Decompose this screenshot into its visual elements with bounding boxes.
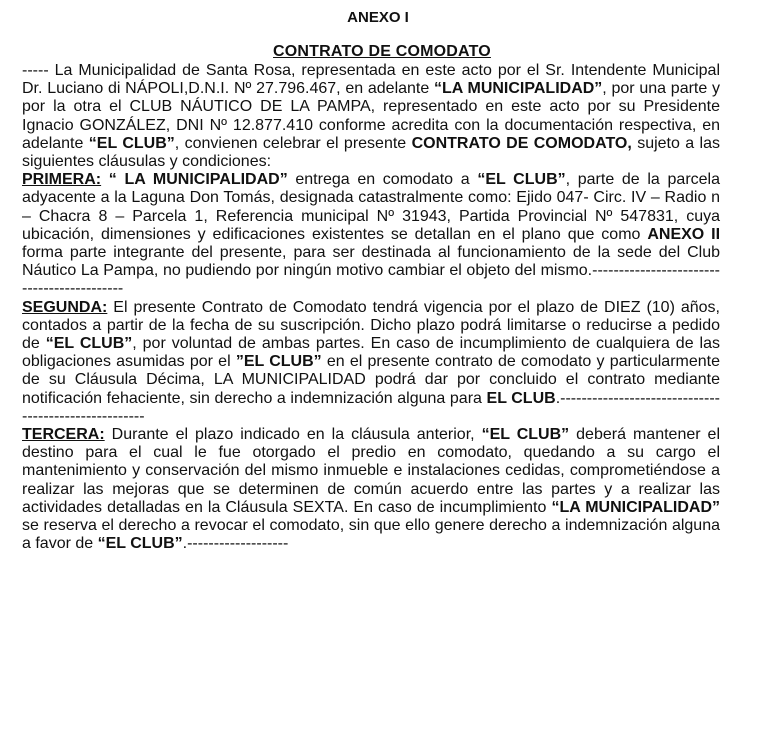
tercera-text-3: se reserva el derecho a revocar el comodato, sin que ello genere derecho a indemnización alguna a favor de: [22, 517, 720, 553]
clause-primera: [22, 171, 720, 298]
annex-title: ANEXO I: [347, 9, 409, 26]
tercera-bold-club-2: “EL CLUB”: [97, 535, 183, 553]
clause-tercera-heading: TERCERA:: [22, 426, 105, 444]
primera-text-2: , parte de la parcela adyacente a la Laguna Don Tomás, designada catastralmente como: Ejido 047- Circ. IV – Radio n – Chacra 8 – Parcela 1, Referencia municipal Nº 31943, Partida Provincial Nº 547831, cuya ubicación, dimensiones y edificaciones existentes se detallan en el plano que como: [22, 171, 720, 243]
clause-segunda: [22, 299, 720, 426]
tercera-bold-municipalidad: “LA MUNICIPALIDAD”: [551, 498, 721, 516]
segunda-bold-club-1: “EL CLUB”: [45, 335, 133, 353]
clause-tercera: [22, 426, 720, 553]
segunda-text-4: .-----------------------------------------------------: [22, 389, 720, 425]
primera-text-1: entrega en comodato a: [287, 171, 478, 189]
primera-bold-anexo: ANEXO II: [647, 225, 721, 243]
tercera-bold-club-1: “EL CLUB”: [481, 426, 570, 444]
segunda-bold-club-2: ”EL CLUB”: [235, 353, 322, 371]
segunda-text-2: , por voluntad de ambas partes. En caso de incumplimiento de cualquiera de las obligaciones asumidas por el: [22, 335, 720, 371]
tercera-text-2: deberá mantener el destino para el cual le fue otorgado el predio en comodato, quedando a su cargo el mantenimiento y conservación del mismo inmueble e instalaciones cedidas, comprometiéndose a realizar las mejoras que se determinen de común acuerdo entre las partes y a realizar las actividades detalladas en la Cláusula SEXTA. En caso de incumplimiento: [22, 426, 721, 516]
segunda-text-3: en el presente contrato de comodato y particularmente de su Cláusula Décima, LA MUNICIPALIDAD podrá dar por concluido el contrato mediante notificación fehaciente, sin derecho a indemnización alguna para: [22, 353, 720, 407]
segunda-text-1: El presente Contrato de Comodato tendrá vigencia por el plazo de DIEZ (10) años, contados a partir de la fecha de su suscripción. Dicho plazo podrá limitarse o reducirse a pedido de: [22, 298, 720, 353]
tercera-text-1: Durante el plazo indicado en la cláusula anterior,: [104, 426, 482, 444]
intro-bold-club: “EL CLUB”: [88, 134, 175, 152]
intro-text-3: , convienen celebrar el presente: [174, 134, 412, 152]
intro-text-4: sujeto a las siguientes cláusulas y condiciones:: [22, 134, 720, 171]
primera-bold-club: “EL CLUB”: [477, 171, 566, 189]
intro-bold-contrato: CONTRATO DE COMODATO,: [411, 134, 632, 152]
clause-segunda-heading: SEGUNDA:: [22, 298, 108, 316]
intro-bold-municipalidad: “LA MUNICIPALIDAD”: [434, 80, 603, 98]
intro-text-2: , por una parte y por la otra el CLUB NÁUTICO DE LA PAMPA, representado en este acto por su Presidente Ignacio GONZÁLEZ, DNI Nº 12.877.410 conforme acredita con la documentación respectiva, en adelante: [22, 80, 720, 152]
primera-text-3: forma parte integrante del presente, para ser destinada al funcionamiento de la sede del Club Náutico La Pampa, no pudiendo por ningún motivo cambiar el objeto del mismo.-------------------------------------------: [22, 244, 720, 298]
tercera-text-4: .-------------------: [182, 535, 289, 553]
primera-bold-municipalidad: “ LA MUNICIPALIDAD”: [108, 171, 288, 189]
contract-title: CONTRATO DE COMODATO: [273, 43, 491, 60]
intro-text-1: ----- La Municipalidad de Santa Rosa, representada en este acto por el Sr. Intendente Municipal Dr. Luciano di NÁPOLI,D.N.I. Nº 27.796.467, en adelante: [22, 62, 720, 98]
segunda-bold-club-3: EL CLUB: [486, 389, 556, 407]
intro-paragraph: [22, 62, 720, 171]
clause-primera-heading: PRIMERA:: [22, 171, 102, 189]
